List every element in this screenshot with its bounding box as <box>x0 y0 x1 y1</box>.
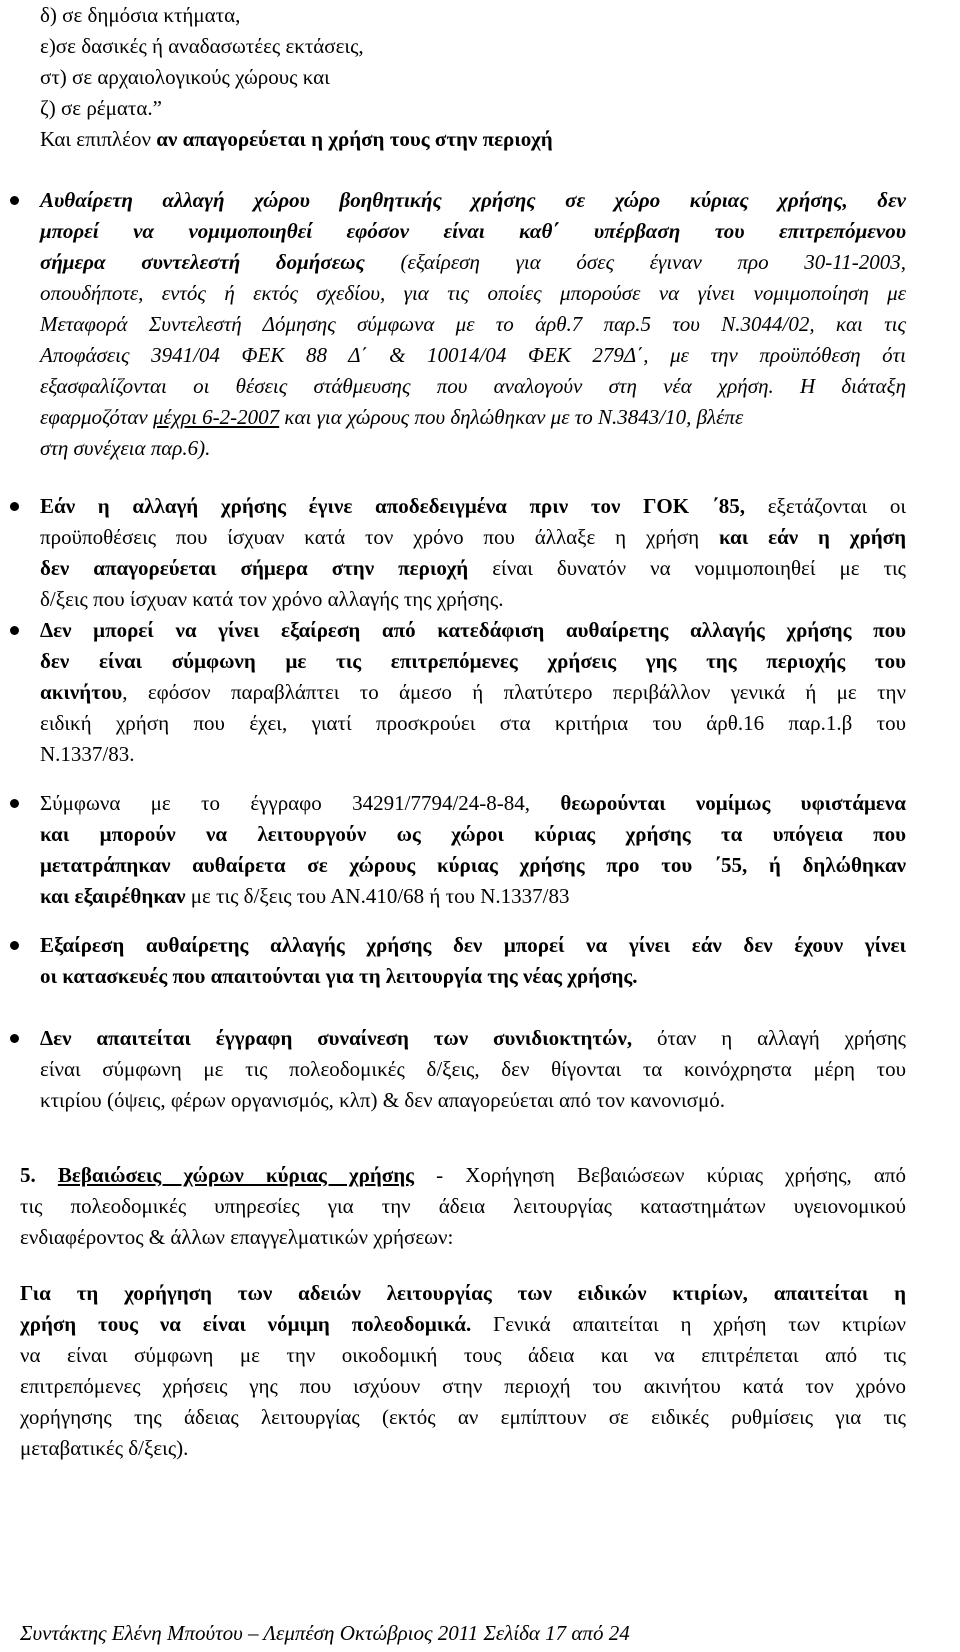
b2-line-3-bold: δεν απαγορεύεται σήμερα στην περιοχή <box>40 556 469 580</box>
b4-line-3: μετατράπηκαν αυθαίρετα σε χώρους κύριας χρήσης προ του ΄55, ή δηλώθηκαν <box>40 853 906 877</box>
b2-line-4: δ/ξεις που ίσχυαν κατά τον χρόνο αλλαγής της χρήσης. <box>40 587 504 611</box>
additional-condition <box>40 124 553 154</box>
final-line-5: χορήγησης της άδειας λειτουργίας (εκτός αν εμπίπτουν σε ειδικές ρυθμίσεις για τις <box>20 1405 906 1429</box>
b4-line-1-pre: Σύμφωνα με το έγγραφο 34291/7794/24-8-84, <box>40 791 561 815</box>
list-item-d: δ) σε δημόσια κτήματα, <box>40 3 241 27</box>
b6-line-1-bold: Δεν απαιτείται έγγραφη συναίνεση των συνιδιοκτητών, <box>40 1026 633 1050</box>
condition-text: Και επιπλέον <box>40 127 157 151</box>
final-line-2-rest: Γενικά απαιτείται η χρήση των κτιρίων <box>471 1312 906 1336</box>
b2-line-1-rest: εξετάζονται οι <box>745 494 906 518</box>
b4-line-4-rest: με τις δ/ξεις του ΑΝ.410/68 ή του Ν.1337/83 <box>185 884 570 908</box>
b1-line-3-bold: σήμερα συντελεστή δομήσεως <box>40 250 365 274</box>
b6-line-2: είναι σύμφωνη με τις πολεοδομικές δ/ξεις, δεν θίγονται τα κοινόχρηστα μέρη του <box>40 1057 906 1081</box>
b3-line-4: ειδική χρήση που έχει, γιατί προσκρούει στα κριτήρια του άρθ.16 παρ.1.β του <box>40 711 906 735</box>
b1-line-7: εξασφαλίζονται οι θέσεις στάθμευσης που αναλογούν στη νέα χρήση. Η διάταξη <box>40 374 906 398</box>
b2-line-1-bold: Εάν η αλλαγή χρήσης έγινε αποδεδειγμένα πριν τον ΓΟΚ ΄85, <box>40 494 746 518</box>
b6-line-1 <box>40 1023 906 1053</box>
final-line-2-bold: χρήση τους να είναι νόμιμη πολεοδομικά. <box>20 1312 472 1336</box>
b2-line-2-bold: και εάν η χρήση <box>718 525 907 549</box>
bullet-icon <box>10 799 19 808</box>
bullet-icon <box>10 196 19 205</box>
b1-line-1: Αυθαίρετη αλλαγή χώρου βοηθητικής χρήσης σε χώρο κύριας χρήσης, δεν <box>40 188 906 212</box>
b3-line-3 <box>40 677 906 707</box>
section-5-line-1-rest: - Χορήγηση Βεβαιώσεων κύριας χρήσης, από <box>414 1163 907 1187</box>
list-item-e: ε)σε δασικές ή αναδασωτέες εκτάσεις, <box>40 34 364 58</box>
b5-line-2: οι κατασκευές που απαιτούνται για τη λειτουργία της νέας χρήσης. <box>40 964 638 988</box>
b3-line-2: δεν είναι σύμφωνη με τις επιτρεπόμενες χρήσεις γης της περιοχής του <box>40 649 906 673</box>
b1-line-3 <box>40 247 906 277</box>
b1-line-8-underlined: μέχρι 6-2-2007 <box>152 405 280 429</box>
final-line-4: επιτρεπόμενες χρήσεις γης που ισχύουν στην περιοχή του ακινήτου κατά τον χρόνο <box>20 1374 906 1398</box>
b2-line-2 <box>40 522 906 552</box>
b4-line-4-bold: και εξαιρέθηκαν <box>40 884 186 908</box>
bullet-icon <box>10 941 19 950</box>
b6-line-3: κτιρίου (όψεις, φέρων οργανισμός, κλπ) & δεν απαγορεύεται από τον κανονισμό. <box>40 1088 725 1112</box>
condition-bold: αν απαγορεύεται η χρήση τους στην περιοχή <box>156 127 553 151</box>
final-line-6: μεταβατικές δ/ξεις). <box>20 1436 189 1460</box>
final-line-2 <box>20 1309 906 1339</box>
list-item-z: ζ) σε ρέματα.” <box>40 96 162 120</box>
b6-line-1-rest: όταν η αλλαγή χρήσης <box>632 1026 907 1050</box>
b3-line-3-rest: , εφόσον παραβλάπτει το άμεσο ή πλατύτερο περιβάλλον γενικά ή με την <box>122 680 906 704</box>
section-title: Βεβαιώσεις χώρων κύριας χρήσης <box>57 1163 414 1187</box>
final-line-1: Για τη χορήγηση των αδειών λειτουργίας των ειδικών κτιρίων, απαιτείται η <box>20 1281 906 1305</box>
b3-line-3-bold: ακινήτου <box>40 680 123 704</box>
bullet-icon <box>10 626 19 635</box>
final-line-3: να είναι σύμφωνη με την οικοδομική τους άδεια και να επιτρέπεται από τις <box>20 1343 906 1367</box>
list-item-st: στ) σε αρχαιολογικούς χώρους και <box>40 65 330 89</box>
b1-line-6: Αποφάσεις 3941/04 ΦΕΚ 88 Δ΄ & 10014/04 ΦΕΚ 279Δ΄, με την προϋπόθεση ότι <box>40 343 906 367</box>
b1-line-5: Μεταφορά Συντελεστή Δόμησης σύμφωνα με το άρθ.7 παρ.5 του Ν.3044/02, και τις <box>40 312 906 336</box>
bullet-icon <box>10 1034 19 1043</box>
b2-line-3-rest: είναι δυνατόν να νομιμοποιηθεί με τις <box>468 556 906 580</box>
b3-line-1: Δεν μπορεί να γίνει εξαίρεση από κατεδάφιση αυθαίρετης αλλαγής χρήσης που <box>40 618 906 642</box>
b1-line-8 <box>40 402 743 432</box>
b1-line-8-rest: και για χώρους που δηλώθηκαν με το Ν.3843/10, βλέπε <box>279 405 744 429</box>
b4-line-2: και μπορούν να λειτουργούν ως χώροι κύριας χρήσης τα υπόγεια που <box>40 822 906 846</box>
bullet-icon <box>10 502 19 511</box>
page-footer: Συντάκτης Ελένη Μπούτου – Λεμπέση Οκτώβριος 2011 Σελίδα 17 από 24 <box>20 1621 630 1645</box>
b1-line-3-rest: (εξαίρεση για όσες έγιναν προ 30-11-2003, <box>364 250 906 274</box>
section-number: 5. <box>20 1163 58 1187</box>
b2-line-1 <box>40 491 906 521</box>
b1-line-4: οπουδήποτε, εντός ή εκτός σχεδίου, για τις οποίες μπορούσε να γίνει νομιμοποίηση με <box>40 281 906 305</box>
section-5-line-2: τις πολεοδομικές υπηρεσίες για την άδεια λειτουργίας καταστημάτων υγειονομικού <box>20 1194 906 1218</box>
b2-line-3 <box>40 553 906 583</box>
b4-line-1-bold: θεωρούνται νομίμως υφιστάμενα <box>560 791 906 815</box>
b3-line-5: Ν.1337/83. <box>40 742 135 766</box>
b1-line-2: μπορεί να νομιμοποιηθεί εφόσον είναι καθ΄ υπέρβαση του επιτρεπόμενου <box>40 219 906 243</box>
b1-line-9: στη συνέχεια παρ.6). <box>40 436 211 460</box>
section-5-line-3: ενδιαφέροντος & άλλων επαγγελματικών χρήσεων: <box>20 1225 454 1249</box>
b4-line-4 <box>40 881 569 911</box>
b5-line-1: Εξαίρεση αυθαίρετης αλλαγής χρήσης δεν μπορεί να γίνει εάν δεν έχουν γίνει <box>40 933 906 957</box>
section-5-heading <box>20 1160 906 1190</box>
b2-line-2-pre: προϋποθέσεις που ίσχυαν κατά τον χρόνο που άλλαξε η χρήση <box>40 525 719 549</box>
b1-line-8-pre: εφαρμοζόταν <box>40 405 153 429</box>
b4-line-1 <box>40 788 906 818</box>
